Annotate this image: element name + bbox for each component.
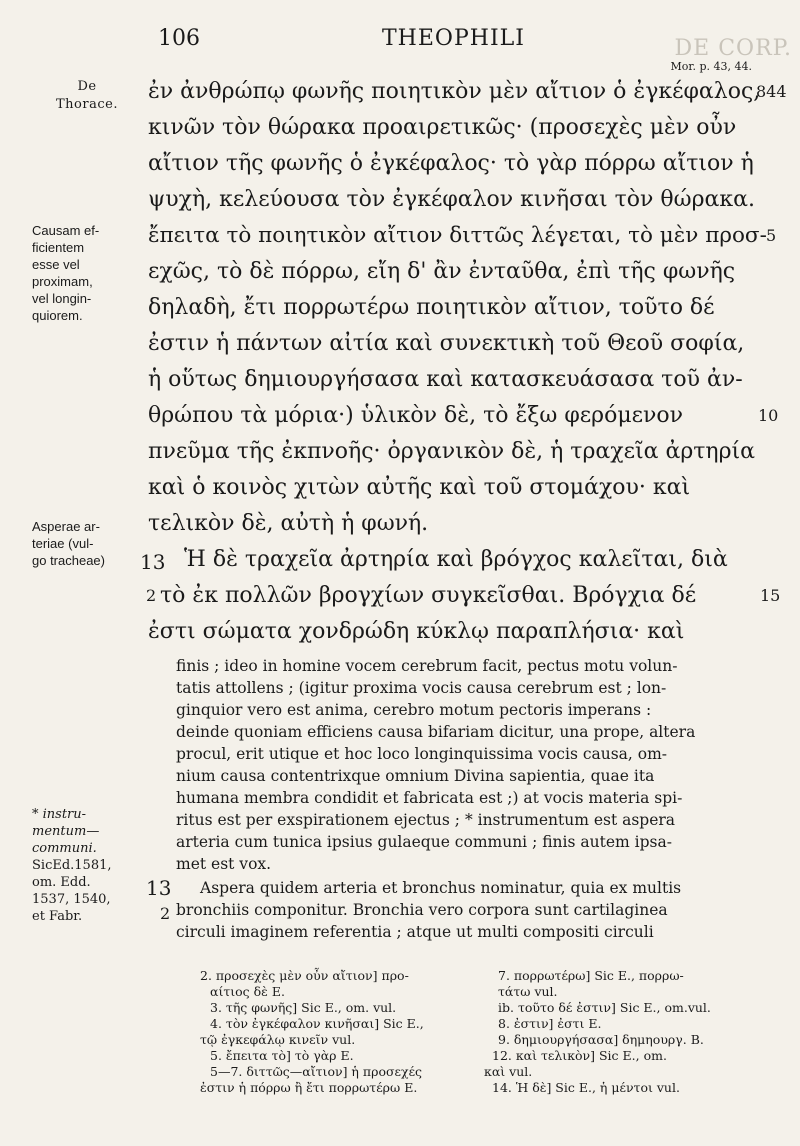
greek-line: Ἡ δὲ τραχεῖα ἀρτηρία καὶ βρόγχος καλεῖται, διὰ [184,547,728,572]
margin-note-line: Causam ef- [32,223,100,238]
page-number: 106 [158,26,200,51]
margin-note-instrumentum [32,806,142,925]
margin-note-line: mentum— [32,824,100,839]
margin-note-line: ficientem [32,240,85,255]
footnote: αίτιος δὲ E. [210,984,285,999]
latin-line: procul, erit utique et hoc loco longinquissima vocis causa, om- [176,745,668,763]
footnotes-left [200,968,470,1096]
running-header [0,26,800,56]
margin-note-line: Asperae ar- [32,519,100,534]
greek-line: ἔπειτα τὸ ποιητικὸν αἴτιον διττῶς λέγεται, τὸ μὲν προσ- [148,223,767,248]
margin-note-line: et Fabr. [32,909,83,924]
footnotes-right [484,968,774,1096]
greek-line: ἡ οὕτως δημιουργήσασα καὶ κατασκευάσασα τοῦ ἀν- [148,367,743,392]
side-heading [32,78,142,114]
footnote: 2. προσεχὲς μὲν οὖν αἴτιον] προ- [200,968,409,983]
section-number: 13 [146,876,172,900]
latin-line: ritus est per exspirationem ejectus ; * instrumentum est aspera [176,811,676,829]
margin-note-line: 1537, 1540, [32,892,111,907]
greek-line: δηλαδὴ, ἔτι πορρωτέρω ποιητικὸν αἴτιον, τοῦτο δέ [148,295,715,320]
footnote: τῷ ἐγκεφάλῳ κινεῖν vul. [200,1032,356,1047]
footnote: τάτω vul. [498,984,558,999]
section-subnumber: 2 [146,586,157,605]
margin-note-line: SicEd.1581, [32,858,112,873]
footnote: 9. δημιουργήσασα] δημηουργ. B. [498,1032,704,1047]
latin-line: arteria cum tunica ipsius gulaeque communi ; finis autem ipsa- [176,833,672,851]
margin-note-line: om. Edd. [32,875,91,890]
footnote: 5—7. διττῶς—αἴτιον] ἡ προσεχές [210,1064,423,1079]
greek-line: ψυχὴ, κελεύουσα τὸν ἐγκέφαλον κινῆσαι τὸν θώρακα. [148,187,755,212]
margin-note-line: quiorem. [32,308,83,323]
margin-note-line: communi. [32,841,97,856]
morellus-reference: Mor. p. 43, 44. [670,60,752,73]
footnote: ἐστιν ἡ πόρρω ἢ ἔτι πορρωτέρω E. [200,1080,418,1095]
greek-line: εχῶς, τὸ δὲ πόρρω, εἴη δ' ἂν ἐνταῦθα, ἐπὶ τῆς φωνῆς [148,259,736,284]
side-heading-line: De [77,79,97,94]
margin-note-line: proximam, [32,274,93,289]
footnote: 12. καὶ τελικὸν] Sic E., om. [492,1048,667,1063]
greek-line: αἴτιον τῆς φωνῆς ὁ ἐγκέφαλος· τὸ γὰρ πόρρω αἴτιον ἡ [148,151,754,176]
section-number: 13 [140,550,166,574]
footnote: 14. Ἡ δὲ] Sic E., ἡ μέντοι vul. [492,1080,680,1095]
margin-note-line: teriae (vul- [32,536,94,551]
line-number: 844 [756,82,787,101]
bleed-through-text: DE CORP. [674,36,792,61]
side-heading-line: Thorace. [56,97,118,112]
greek-line: θρώπου τὰ μόρια·) ὑλικὸν δὲ, τὸ ἔξω φερόμενον [148,403,684,428]
margin-note-line: go tracheae) [32,553,105,568]
latin-line: circuli imaginem referentia ; atque ut multi compositi circuli [176,923,654,941]
greek-line: τὸ ἐκ πολλῶν βρογχίων συγκεῖσθαι. Βρόγχια δέ [160,583,697,608]
footnote: 7. πορρωτέρω] Sic E., πορρω- [498,968,684,983]
latin-line: deinde quoniam efficiens causa bifariam dicitur, una prope, altera [176,723,696,741]
line-number: 15 [760,586,781,605]
greek-line: ἐστιν ἡ πάντων αἰτία καὶ συνεκτικὴ τοῦ Θεοῦ σοφία, [148,331,745,356]
greek-line: ἐν ἀνθρώπῳ φωνῆς ποιητικὸν μὲν αἴτιον ὁ ἐγκέφαλος, [148,79,761,104]
greek-line: καὶ ὁ κοινὸς χιτὼν αὐτῆς καὶ τοῦ στομάχου· καὶ [148,475,691,500]
margin-note-line: vel longin- [32,291,92,306]
latin-line: tatis attollens ; (igitur proxima vocis causa cerebrum est ; lon- [176,679,667,697]
footnote: 3. τῆς φωνῆς] Sic E., om. vul. [210,1000,397,1015]
latin-line: Aspera quidem arteria et bronchus nominatur, quia ex multis [200,879,682,897]
footnote: καὶ vul. [484,1064,533,1079]
latin-line: ginquior vero est anima, cerebro motum pectoris imperans : [176,701,652,719]
latin-line: humana membra condidit et fabricata est ;) at vocis materia spi- [176,789,683,807]
latin-line: nium causa contentrixque omnium Divina sapientia, quae ita [176,767,655,785]
greek-line: κινῶν τὸν θώρακα προαιρετικῶς· (προσεχὲς μὲν οὖν [148,115,737,140]
margin-note-asperae [32,518,142,569]
latin-line: finis ; ideo in homine vocem cerebrum facit, pectus motu volun- [176,657,678,675]
latin-line: bronchiis componitur. Bronchia vero corpora sunt cartilaginea [176,901,668,919]
greek-line: τελικὸν δὲ, αὐτὴ ἡ φωνή. [148,511,429,536]
footnote: 5. ἔπειτα τὸ] τὸ γὰρ E. [210,1048,354,1063]
greek-line: ἐστι σώματα χονδρώδη κύκλῳ παραπλήσια· καὶ [148,619,685,644]
footnote: 8. ἐστιν] ἐστι E. [498,1016,602,1031]
margin-note-causam [32,222,142,324]
footnote: 4. τὸν ἐγκέφαλον κινῆσαι] Sic E., [210,1016,424,1031]
footnote: ib. τοῦτο δέ ἐστιν] Sic E., om.vul. [498,1000,711,1015]
running-title: THEOPHILI [382,26,525,51]
greek-line: πνεῦμα τῆς ἐκπνοῆς· ὀργανικὸν δὲ, ἡ τραχεῖα ἀρτηρία [148,439,756,464]
latin-line: met est vox. [176,855,272,873]
margin-note-line: * instru- [32,807,87,822]
line-number: 5 [766,226,777,245]
section-subnumber: 2 [160,904,171,923]
line-number: 10 [758,406,779,425]
margin-note-line: esse vel [32,257,80,272]
